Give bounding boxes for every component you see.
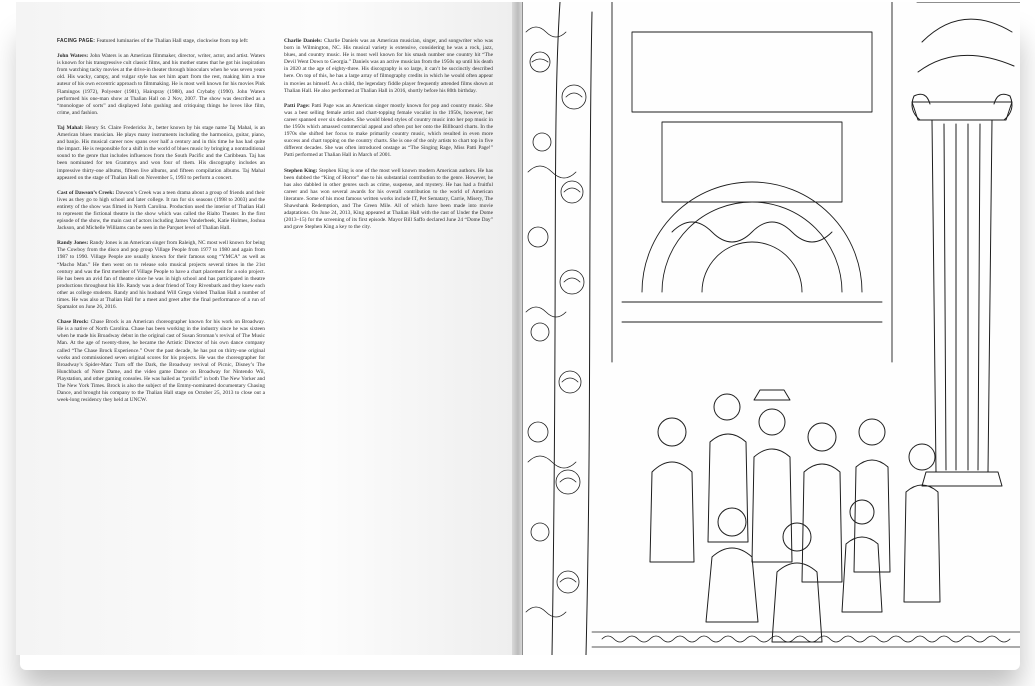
bio-paragraph	[57, 240, 265, 311]
bio-name: Stephen King:	[284, 167, 318, 174]
caption-text: Featured luminaries of the Thalian Hall stage, clockwise from top left:	[96, 38, 249, 44]
balcony-arch	[612, 2, 892, 362]
bio-paragraph	[57, 53, 265, 117]
bio-paragraph	[57, 125, 265, 182]
bio-text: Chase Brock is an American choreographer known for his work on Broadway. He is a native of North Carolina. Chase has been working in the industry since he was sixteen when he made his Broadway debut in the original cast of Susan Stroman’s revival of The Music Man. At the age of twenty-three, he became the Artistic Director of his own dance company called “The Chase Brock Experience.” Over the past decade, he has put on thirty-one original works and commissioned seven original scores for his projects. He was the choreographer for Broadway’s Spider-Man: Turn off the Dark, the Broadway revival of Picnic, Disney’s The Hunchback of Notre Dame, and the video game Dance on Broadway for Nintendo Wii, Playstation, and other gaming consoles. He was hailed as “prolific” in both The New Yorker and The New York Times. Brock is also the subject of the Emmy-nominated documentary Chasing Dance, and brought his company to the Thalian Hall stage on October 25, 2013 to close out a week-long residency they held at UNCW.	[57, 319, 265, 404]
bio-text: Stephen King is one of the most well known modern American authors. He has been dubbed the “King of Horror” due to his substantial contribution to the genre. However, he has also dabbled in other genres such as crime, suspense, and mystery. He has had a fruitful career and has won several awards for his overall contribution to the world of American literature. Some of his most famous written works include IT, Pet Sematary, Carrie, Misery, The Shawshank Redemption, and The Green Mile. All of which have been made into movie adaptations. On June 24, 2013, King appeared at Thalian Hall with the cast of Under the Dome (2013–15) for the screening of its first episode. Mayor Bill Saffo declared June 24 “Dome Day” and gave Stephen King a key to the city.	[284, 167, 493, 231]
bio-paragraph	[284, 168, 493, 232]
bio-name: Taj Mahal:	[57, 124, 84, 131]
text-column-left	[57, 38, 265, 412]
bio-name: Charlie Daniels:	[284, 38, 323, 44]
bio-text: Dawson’s Creek was a teen drama about a group of friends and their lives as they go to high school and later college. It ran for six seasons (1998 to 2003) and the entirety of the show was filmed in North Carolina. Production used the interior of Thalian Hall to represent the fictional theatre in the show which was called the Rialto Theater. In the first episode of the show, the main cast of actors including James Vanderbeek, Katie Holmes, Joshua Jackson, and Michelle Williams can be seen in the Parquet level of Thalian Hall.	[57, 189, 265, 232]
text-column-right	[284, 38, 493, 239]
bio-text: Randy Jones is an American singer from Raleigh, NC most well known for being The Cowboy from the disco and pop group Village People from 1977 to 1980 and again from 1987 to 1990. Village People are usually known for their famous song “YMCA” as well as “Macho Man.” He then went on to release solo musical projects several times in the 21st century and was the first member of Village People to have a chart placement for a solo project. He has been an avid fan of theatre since he was in high school and has participated in theatre productions throughout his life. Randy was a dear friend of Tony Rivenbark and they knew each other as college students. Randy and his husband Will Grega visited Thalian Hall a number of times. He was also at Thalian Hall for a meet and greet after the final performance of a run of Spamalot on June 26, 2016.	[57, 240, 265, 311]
coloring-illustration	[522, 2, 1020, 655]
bio-paragraph	[57, 319, 265, 404]
bio-name: John Waters:	[57, 53, 89, 60]
bio-text: Henry St. Claire Fredericks Jr., better known by his stage name Taj Mahal, is an American blues musician. He plays many instruments including the harmonica, guitar, piano, and banjo. His musical career now spans over half a century and in this time he has had quite the impact. He is responsible for a shift in the world of blues music by bringing a nontraditional sound to the genre that includes influences from the South Pacific and the Caribbean. Taj has been nominated for ten Grammys and won four of them. His discography includes an impressive thirty-one albums, fifteen live albums, and fifteen compilation albums. Taj Mahal appeared on the stage of Thalian Hall on November 5, 1993 to perform a concert.	[57, 124, 265, 181]
performers-group	[650, 390, 940, 642]
magazine-spread	[16, 2, 1020, 655]
right-page	[522, 2, 1020, 655]
ornate-left-column	[522, 2, 592, 655]
bio-name: Chase Brock:	[57, 319, 89, 326]
bio-text: Charlie Daniels was an American musician, singer, and songwriter who was born in Wilmington, NC. His musical variety is extensive, considering he was a rock, jazz, blues, and country music. He is most well known for his smash number one country hit “The Devil Went Down to Georgia.” Daniels was an active musician from the 1950s up until his death in 2020 at the age of eighty-three. His discography is so large, it can’t be succinctly described here. On top of this, he has a large array of filmography credits in which he would often appear in movies as himself. As a child, the legendary fiddle player frequently attended films shown at Thalian Hall. He also performed at Thalian Hall in 2016, shortly before his 80th birthday.	[284, 38, 493, 94]
left-page	[16, 2, 516, 655]
facing-page-caption	[57, 38, 265, 45]
bio-paragraph	[57, 190, 265, 233]
bio-text: Patti Page was an American singer mostly known for pop and country music. She was a best selling female artist and chart-topping female vocalist in the 1950s, however, her career spanned over six decades. She would blend styles of country music into her pop music in the 1950s which amassed commercial appeal and often put her onto the Billboard charts. In the 1970s she shifted her focus to make primarily country music, which resulted in even more success and chart topping on the country charts. She is one of the only artists to chart top in five different decades. She was often introduced onstage as “The Singing Rage, Miss Patti Page!” Patti performed at Thalian Hall in March of 2001.	[284, 102, 493, 159]
classical-column	[912, 2, 1020, 486]
caption-label: FACING PAGE:	[57, 38, 96, 44]
bio-paragraph	[284, 38, 493, 95]
bio-name: Randy Jones:	[57, 240, 89, 247]
bio-name: Cast of Dawson’s Creek:	[57, 189, 115, 196]
bio-name: Patti Page:	[284, 102, 310, 109]
lower-ornament-band	[592, 632, 1020, 647]
bio-text: John Waters is an American filmmaker, director, writer, actor, and artist. Waters is known for his transgressive cult classic films, and his mother states that he got his inspiration from watching tacky movies at the drive-in theater through binoculars when he was seven years old. His wacky, campy, and vulgar style has set him apart from the rest, making him a true auteur of his own eccentric approach to filmmaking. He is most well known for his movies Pink Flamingos (1972), Polyester (1981), Hairspray (1988), and Crybaby (1990). John Waters performed his one-man show at Thalian Hall on 2 Nov, 2007. The show was described as a “monologue of sorts” and displayed John gushing and critiquing things he loves like film, crime, and fashion.	[57, 53, 265, 116]
bio-paragraph	[284, 103, 493, 160]
